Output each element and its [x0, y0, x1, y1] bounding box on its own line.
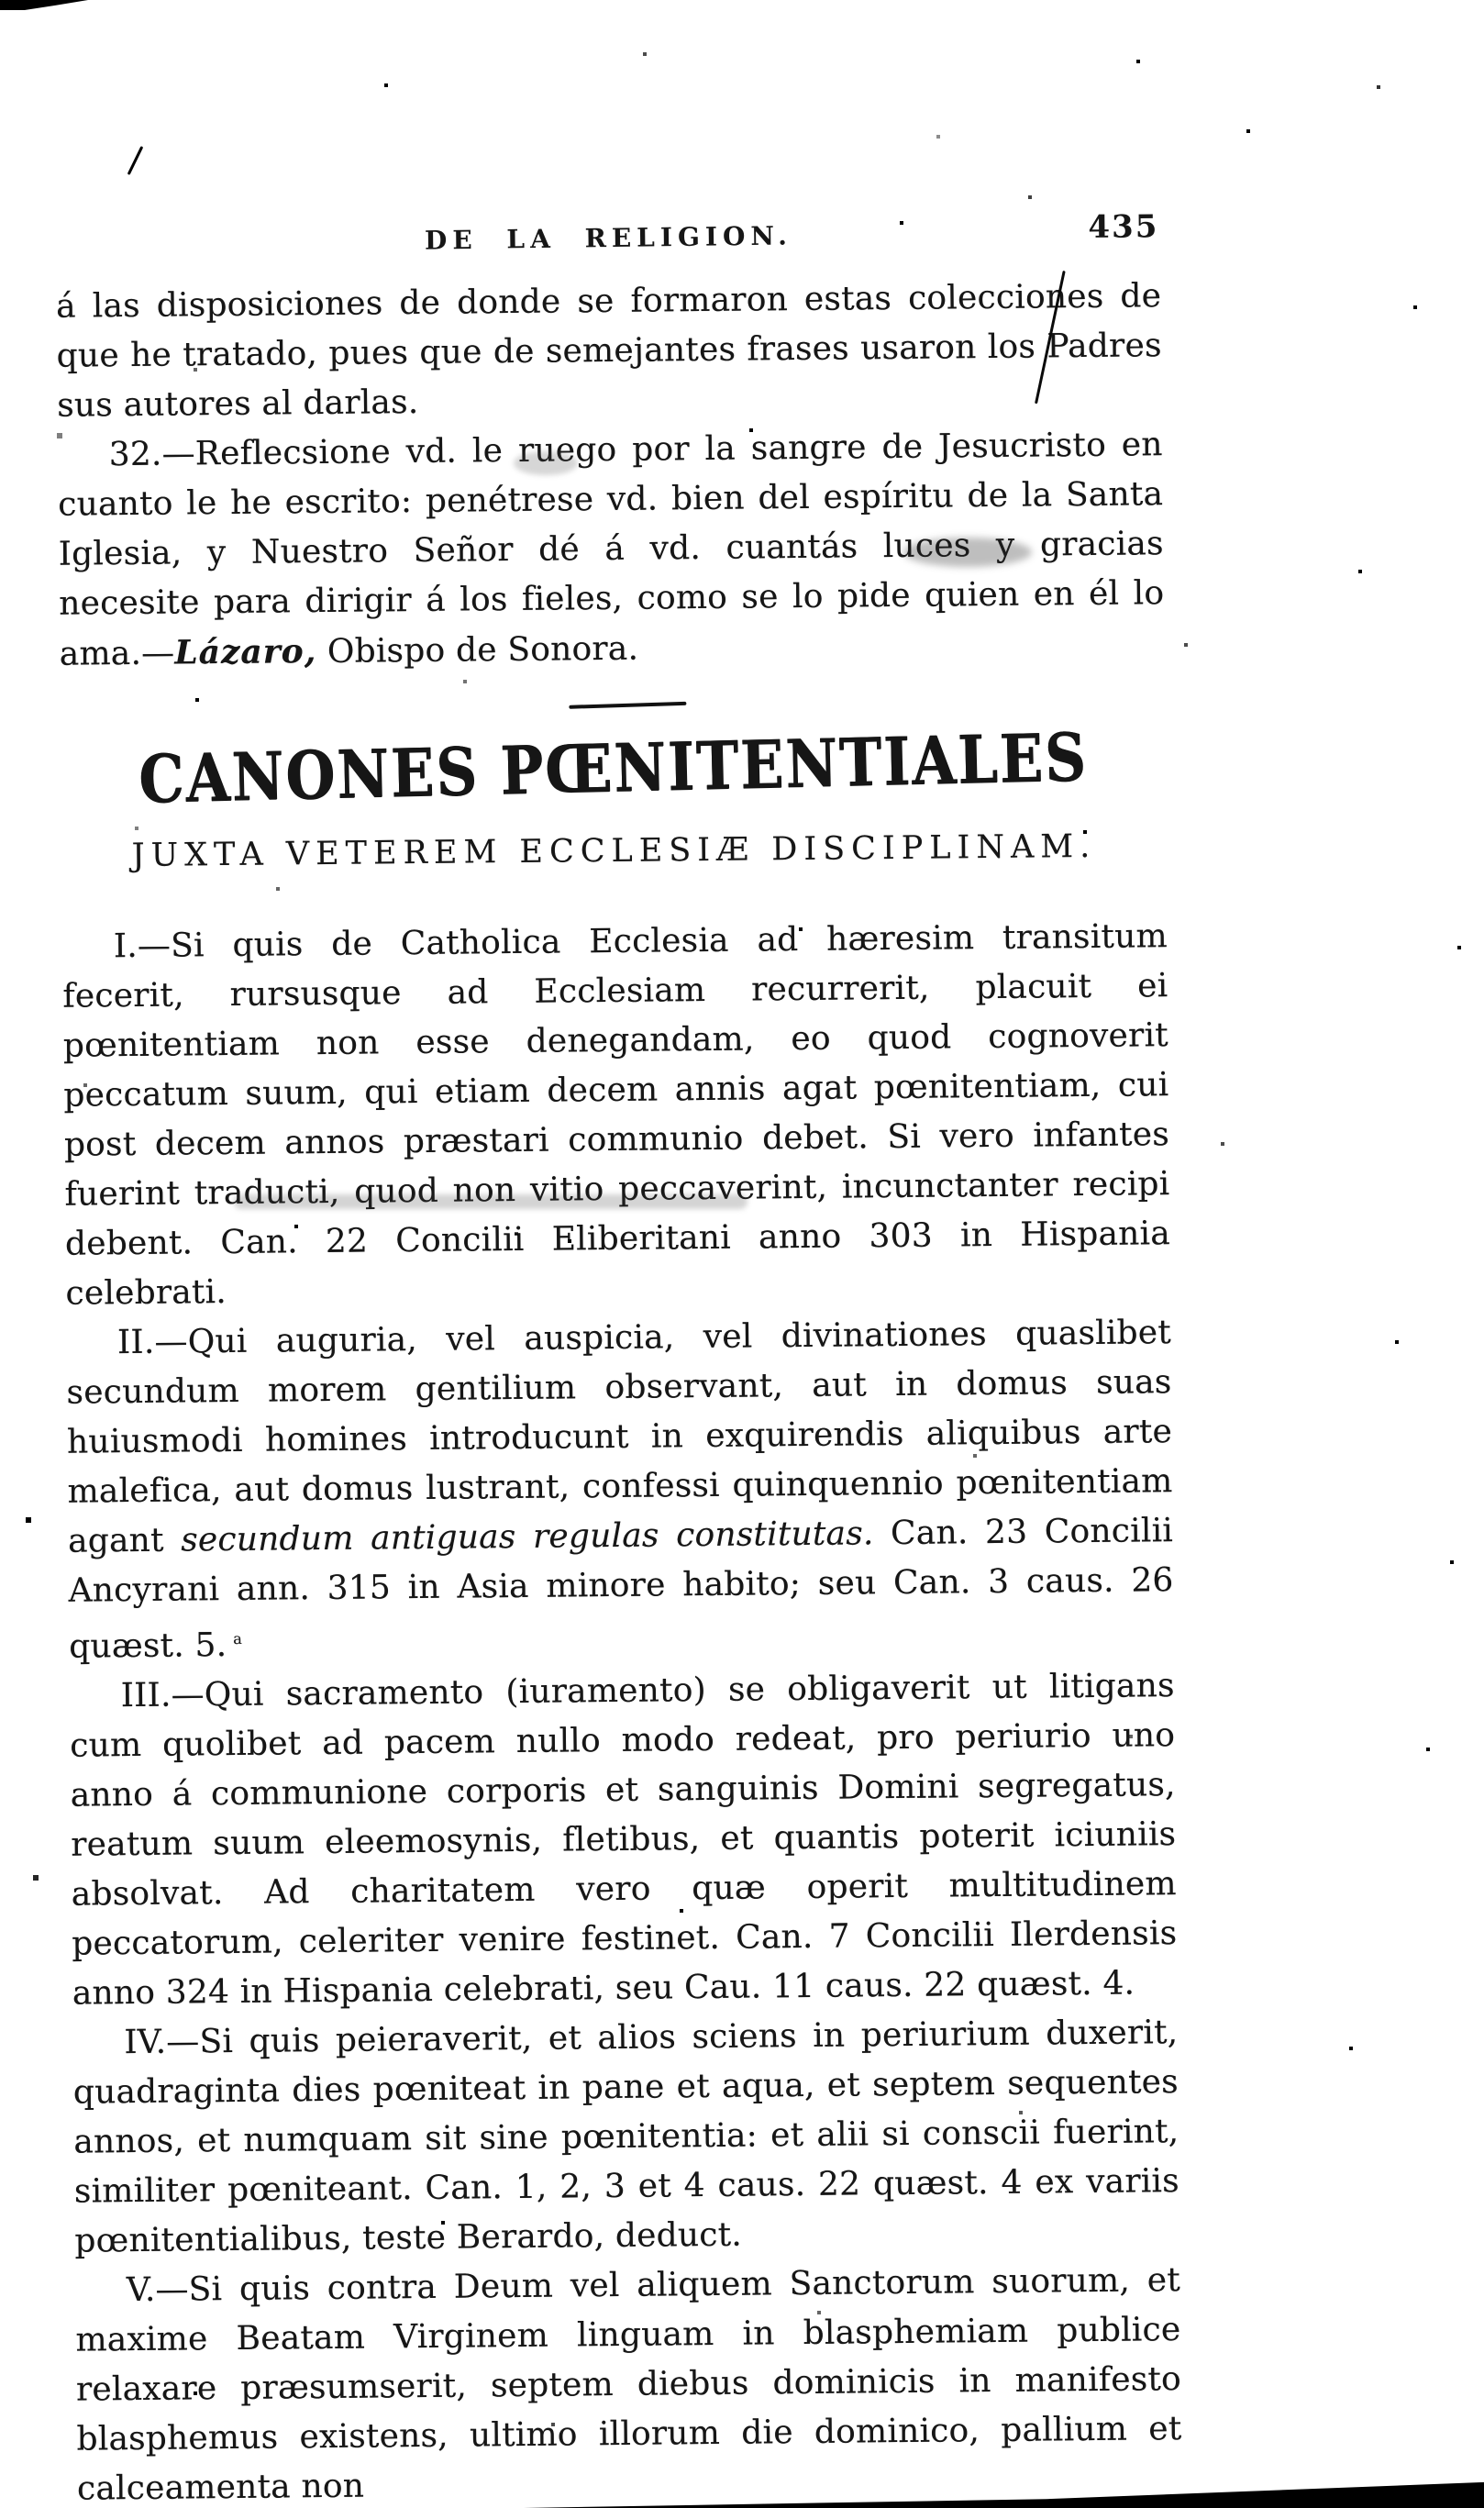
scan-speckles [0, 0, 2, 2]
signature-lazaro: Lázaro, [174, 632, 317, 672]
canon-ii-text-after: Can. 23 Concilii Ancyrani ann. 315 in Asia minore habito; seu Can. 3 caus. 26 quæst. 5. [68, 1512, 1174, 1666]
section-divider-rule [569, 702, 686, 709]
running-head-title: DE LA RELIGION. [424, 220, 792, 256]
canon-v-paragraph: V.—Si quis contra Deum vel aliquem Sanctorum suorum, et maxime Beatam Virginem linguam in blasphemiam publice relaxare præsumserit, septem diebus dominicis in manifesto blasphemus existens, ultimo illorum die dominico, pallium et calceamenta non [75, 2261, 1182, 2508]
canon-iv-paragraph: IV.—Si quis peieraverit, et alios sciens in periurium duxerit, quadraginta dies pœniteat in pane et aqua, et septem sequentes annos, et numquam sit sine pœnitentia: et alii si conscii fuerint, similiter pœniteant. Can. 1, 2, 3 et 4 caus. 22 quæst. 4 ex variis pœnitentialibus, teste Berardo, deduct. [72, 2014, 1180, 2260]
running-head [55, 208, 1160, 263]
intro-paragraph-continuation: á las disposiciones de donde se formaron estas colecciones de que he tratado, pues que de semejantes frases usaron los Padres sus autores al darlas. [55, 277, 1162, 425]
ink-smudge [514, 451, 578, 475]
page-content [53, 0, 1182, 2508]
canon-ii-text-before: II.—Qui auguria, vel auspicia, vel divinationes quaslibet secundum morem gentilium observant, aut in domus suas huiusmodi homines introducunt in exquirendis aliquibus arte malefica, aut domus lustrant, confessi quinquennio pœnitentiam agant [66, 1314, 1173, 1560]
section-title: CANONES PŒNITENTIALES [138, 717, 1089, 818]
signature-title: Obispo de Sonora. [327, 629, 639, 671]
ink-smudge [234, 1194, 748, 1209]
ink-smudge [903, 538, 1032, 567]
canon-ii-superscript-mark: a [233, 1629, 243, 1648]
canon-iii-paragraph: III.—Qui sacramento (iuramento) se obligaverit ut litigans cum quolibet ad pacem nullo modo redeat, pro periurio uno anno á communione corporis et sanguinis Domini segregatus, reatum suum eleemosynis, fletibus, et quantis poterit iciuniis absolvat. Ad charitatem vero quæ operit multitudinem peccatorum, celeriter venire festinet. Can. 7 Concilii Ilerdensis anno 324 in Hispania celebrati, seu Cau. 11 caus. 22 quæst. 4. [70, 1667, 1178, 2013]
intro-paragraph-32-text: 32.—Reflecsione vd. le ruego por la sangre de Jesucristo en cuanto le he escrito: penétrese vd. bien del espíritu de la Santa Iglesia, y Nuestro Señor dé á vd. cuantás luces y gracias necesite para dirigir á los fieles, como se lo pide quien en él lo ama.— [58, 426, 1165, 673]
canon-i-paragraph: I.—Si quis de Catholica Ecclesia ad hæresim transitum fecerit, rursusque ad Ecclesiam recurrerit, placuit ei pœnitentiam non esse denegandam, eo quod cognoverit peccatum suum, qui etiam decem annis agat pœnitentiam, cui post decem annos præstari communio debet. Si vero infantes fuerint traducti, quod non vitio peccaverint, incunctanter recipi debent. Can. 22 Concilii Eliberitani anno 303 in Hispania celebrati. [62, 917, 1171, 1313]
canon-ii-paragraph [66, 1308, 1175, 1672]
canon-ii-italic-phrase: secundum antiguas regulas constitutas. [181, 1515, 874, 1559]
section-subtitle: JUXTA VETEREM ECCLESIÆ DISCIPLINAM. [131, 827, 1097, 875]
page-number: 435 [1088, 208, 1159, 246]
